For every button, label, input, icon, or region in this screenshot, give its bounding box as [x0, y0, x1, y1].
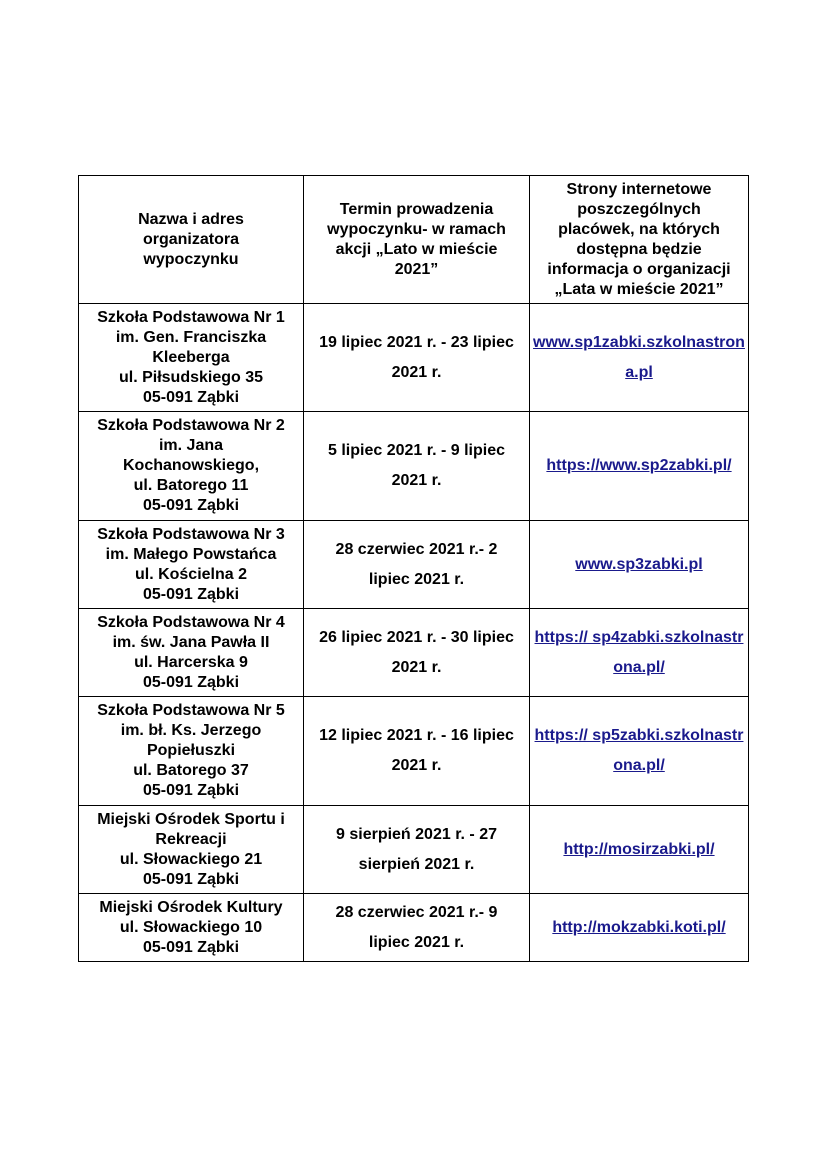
- organizer-line: im. św. Jana Pawła II: [112, 633, 270, 651]
- header-websites: Strony internetowe poszczególnych placówek, na których dostępna będzie informacja o organizacji „Lata w mieście 2021”: [530, 176, 749, 304]
- organizers-table: [78, 175, 749, 962]
- table-row: [79, 806, 749, 894]
- website-cell: [530, 521, 749, 609]
- organizer-cell: [79, 304, 304, 412]
- table-row: [79, 412, 749, 521]
- organizer-line: Miejski Ośrodek Sportu i: [97, 810, 285, 828]
- organizer-line: 05-091 Ząbki: [142, 497, 240, 514]
- organizer-line: ul. Piłsudskiego 35: [118, 368, 264, 386]
- organizer-line: Rekreacji: [155, 830, 227, 848]
- organizer-line: 05-091 Ząbki: [142, 938, 240, 956]
- website-cell: [530, 894, 749, 962]
- organizer-line: Szkoła Podstawowa Nr 5: [97, 702, 285, 719]
- organizer-line: 05-091 Ząbki: [142, 388, 240, 406]
- organizer-line: ul. Batorego 11: [133, 477, 249, 494]
- organizer-cell: [79, 521, 304, 609]
- website-link[interactable]: http://mokzabki.koti.pl/: [552, 918, 726, 936]
- organizer-line: Szkoła Podstawowa Nr 3: [97, 525, 285, 543]
- organizer-cell: [79, 412, 304, 521]
- header-term: Termin prowadzenia wypoczynku- w ramach akcji „Lato w mieście 2021”: [304, 176, 530, 304]
- term-cell: 19 lipiec 2021 r. - 23 lipiec 2021 r.: [304, 304, 530, 412]
- table-header-row: [79, 176, 749, 304]
- website-cell: [530, 806, 749, 894]
- term-cell: 26 lipiec 2021 r. - 30 lipiec 2021 r.: [304, 609, 530, 697]
- website-link[interactable]: https:// sp4zabki.szkolnastrona.pl/: [534, 628, 744, 676]
- organizer-line: Szkoła Podstawowa Nr 1: [97, 308, 285, 326]
- website-link[interactable]: https:// sp5zabki.szkolnastrona.pl/: [534, 727, 744, 774]
- organizer-line: ul. Kościelna 2: [134, 565, 248, 583]
- table-row: [79, 894, 749, 962]
- website-link[interactable]: http://mosirzabki.pl/: [563, 840, 715, 858]
- organizer-line: 05-091 Ząbki: [142, 870, 240, 888]
- organizer-line: ul. Harcerska 9: [134, 653, 248, 671]
- header-organizer: Nazwa i adres organizatora wypoczynku: [79, 176, 304, 304]
- organizer-line: Popiełuszki: [146, 742, 236, 759]
- website-cell: [530, 304, 749, 412]
- table-row: [79, 304, 749, 412]
- term-cell: 12 lipiec 2021 r. - 16 lipiec 2021 r.: [304, 697, 530, 806]
- term-cell: 28 czerwiec 2021 r.- 2 lipiec 2021 r.: [304, 521, 530, 609]
- organizer-line: 05-091 Ząbki: [142, 585, 240, 603]
- organizer-line: Kleeberga: [152, 348, 230, 366]
- term-cell: 28 czerwiec 2021 r.- 9 lipiec 2021 r.: [304, 894, 530, 962]
- website-cell: [530, 697, 749, 806]
- organizer-line: Szkoła Podstawowa Nr 4: [97, 613, 285, 631]
- organizer-line: im. Gen. Franciszka: [115, 328, 267, 346]
- organizer-line: im. Małego Powstańca: [105, 545, 277, 563]
- organizer-line: Szkoła Podstawowa Nr 2: [97, 417, 285, 434]
- organizer-line: im. Jana: [158, 437, 224, 454]
- organizer-line: Miejski Ośrodek Kultury: [99, 898, 283, 916]
- term-cell: 5 lipiec 2021 r. - 9 lipiec 2021 r.: [304, 412, 530, 521]
- website-link[interactable]: www.sp3zabki.pl: [575, 555, 703, 573]
- organizer-cell: [79, 609, 304, 697]
- table-row: [79, 697, 749, 806]
- organizer-cell: [79, 697, 304, 806]
- table-row: [79, 609, 749, 697]
- organizer-cell: [79, 894, 304, 962]
- table-row: [79, 521, 749, 609]
- organizer-line: ul. Słowackiego 21: [119, 850, 263, 868]
- organizer-line: ul. Batorego 37: [133, 762, 249, 779]
- website-cell: [530, 609, 749, 697]
- organizer-line: Kochanowskiego,: [122, 457, 260, 474]
- website-link[interactable]: www.sp1zabki.szkolnastrona.pl: [533, 333, 745, 381]
- term-cell: 9 sierpień 2021 r. - 27 sierpień 2021 r.: [304, 806, 530, 894]
- organizer-line: 05-091 Ząbki: [142, 782, 240, 799]
- organizer-cell: [79, 806, 304, 894]
- organizer-line: 05-091 Ząbki: [142, 673, 240, 691]
- organizer-line: ul. Słowackiego 10: [119, 918, 263, 936]
- organizer-line: im. bł. Ks. Jerzego: [120, 722, 262, 739]
- website-cell: [530, 412, 749, 521]
- website-link[interactable]: https://www.sp2zabki.pl/: [546, 457, 732, 474]
